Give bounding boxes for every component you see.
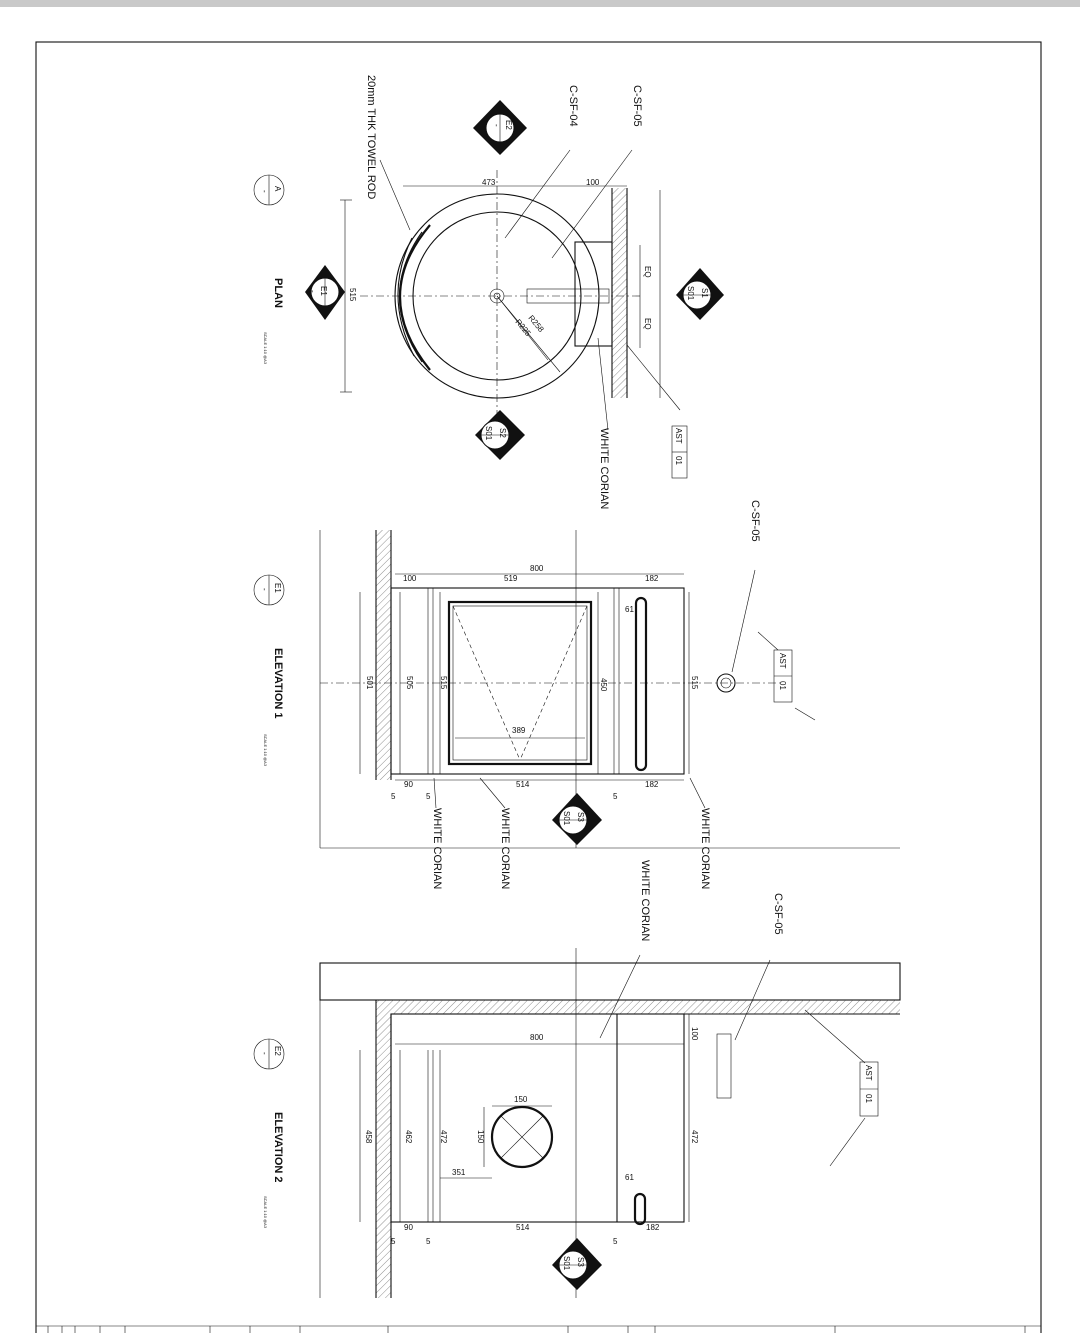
e1-towel-bar [636,598,646,770]
svg-text:S01: S01 [562,1256,571,1271]
svg-text:AST: AST [778,653,787,669]
e1-vanity-body [391,588,684,774]
svg-text:100: 100 [403,574,417,583]
e2-towel-knob [635,1194,645,1224]
radius-258: R258 [526,313,546,334]
svg-text:90: 90 [404,780,413,789]
e2-sf05-label: C-SF-05 [772,893,784,935]
svg-text:-: - [260,190,269,193]
svg-text:5: 5 [426,792,431,801]
radius-225: R225 [513,317,533,338]
svg-text:800: 800 [530,1033,544,1042]
marker-s2 [475,410,525,460]
svg-text:61: 61 [625,1173,634,1182]
svg-text:5: 5 [426,1237,431,1246]
ast-tag-plan [672,426,687,478]
e2-corian-label: WHITE CORIAN [639,860,651,942]
elevation-1-view [254,500,900,889]
svg-text:-: - [260,1052,269,1055]
svg-text:100: 100 [690,1027,699,1041]
sheet-border [36,42,1041,1333]
svg-text:S3: S3 [576,1257,585,1267]
svg-text:472: 472 [690,1130,699,1144]
marker-e2-plan [473,100,527,155]
sf05-label: C-SF-05 [631,85,643,127]
svg-text:AST: AST [674,428,683,444]
svg-text:5: 5 [613,1237,618,1246]
plan-wall-hatch [612,188,627,398]
marker-s3-e2 [552,1238,602,1290]
svg-text:01: 01 [674,456,683,465]
svg-text:501: 501 [365,676,374,690]
svg-text:5: 5 [391,1237,396,1246]
plan-scale: SCALE 1:10 @A3 [263,332,268,365]
svg-text:150: 150 [514,1095,528,1104]
svg-text:182: 182 [646,1223,660,1232]
svg-text:514: 514 [516,1223,530,1232]
marker-e1-plan [305,265,345,320]
dim-eq1: EQ [643,266,652,278]
svg-text:A: A [273,186,282,192]
corian-label: WHITE CORIAN [598,428,610,510]
svg-text:515: 515 [690,676,699,690]
svg-text:S01: S01 [686,286,695,301]
svg-text:E1: E1 [273,583,282,593]
marker-s1 [676,268,724,320]
svg-text:S01: S01 [562,811,571,826]
svg-text:182: 182 [645,780,659,789]
svg-text:519: 519 [504,574,518,583]
svg-text:5: 5 [613,792,618,801]
e1-corian-label-2: WHITE CORIAN [499,808,511,890]
svg-text:150: 150 [476,1130,485,1144]
towel-rod [400,225,430,370]
e1-corian-label-3: WHITE CORIAN [699,808,711,890]
e1-corian-label-1: WHITE CORIAN [431,808,443,890]
dim-515: 515 [348,288,357,302]
svg-text:E2: E2 [273,1046,282,1056]
elevation-2-view [254,860,900,1298]
sf04-label: C-SF-04 [567,85,579,127]
e2-scale: SCALE 1:10 @A3 [263,1196,268,1229]
ast-tag-e1 [774,650,792,702]
ast-tag-e2 [860,1062,878,1116]
svg-text:351: 351 [452,1168,466,1177]
e2-title: ELEVATION 2 [272,1112,284,1183]
svg-text:450: 450 [599,678,608,692]
e2-dimension-labels [364,1027,699,1246]
svg-text:AST: AST [864,1065,873,1081]
svg-text:5: 5 [391,792,396,801]
svg-text:E2: E2 [504,120,513,130]
svg-text:-: - [260,588,269,591]
dim-100: 100 [586,178,600,187]
svg-text:S3: S3 [576,812,585,822]
svg-text:S01: S01 [484,426,493,441]
plan-view [254,75,724,509]
svg-text:-: - [492,124,501,127]
svg-text:90: 90 [404,1223,413,1232]
svg-text:01: 01 [864,1094,873,1103]
marker-s3-e1 [552,793,602,845]
title-block-ticks [48,1326,1025,1333]
dim-eq2: EQ [643,318,652,330]
svg-text:-: - [308,290,317,293]
e2-ceiling-slab [320,963,900,1000]
svg-text:505: 505 [405,676,414,690]
svg-text:182: 182 [645,574,659,583]
svg-text:514: 514 [516,780,530,789]
e1-sf05-label: C-SF-05 [749,500,761,542]
svg-text:01: 01 [778,681,787,690]
svg-text:E1: E1 [319,286,328,296]
svg-text:462: 462 [404,1130,413,1144]
e2-vanity-body [391,1014,684,1222]
e1-dimension-labels [365,564,699,801]
svg-text:61: 61 [625,605,634,614]
svg-text:S2: S2 [498,428,507,438]
svg-text:S1: S1 [700,288,709,298]
e1-scale: SCALE 1:10 @A3 [263,734,268,767]
svg-text:472: 472 [439,1130,448,1144]
svg-text:800: 800 [530,564,544,573]
e1-floor-hatch [376,530,391,780]
svg-text:458: 458 [364,1130,373,1144]
e1-title: ELEVATION 1 [272,648,284,719]
svg-text:515: 515 [439,676,448,690]
marker-e2 [254,1039,284,1069]
dim-473: 473 [482,178,496,187]
svg-text:389: 389 [512,726,526,735]
marker-a [254,175,284,205]
plan-title: PLAN [272,278,284,308]
towel-rod-label: 20mm THK TOWEL ROD [365,75,377,200]
e2-floor-hatch [376,1000,391,1298]
marker-e1 [254,575,284,605]
